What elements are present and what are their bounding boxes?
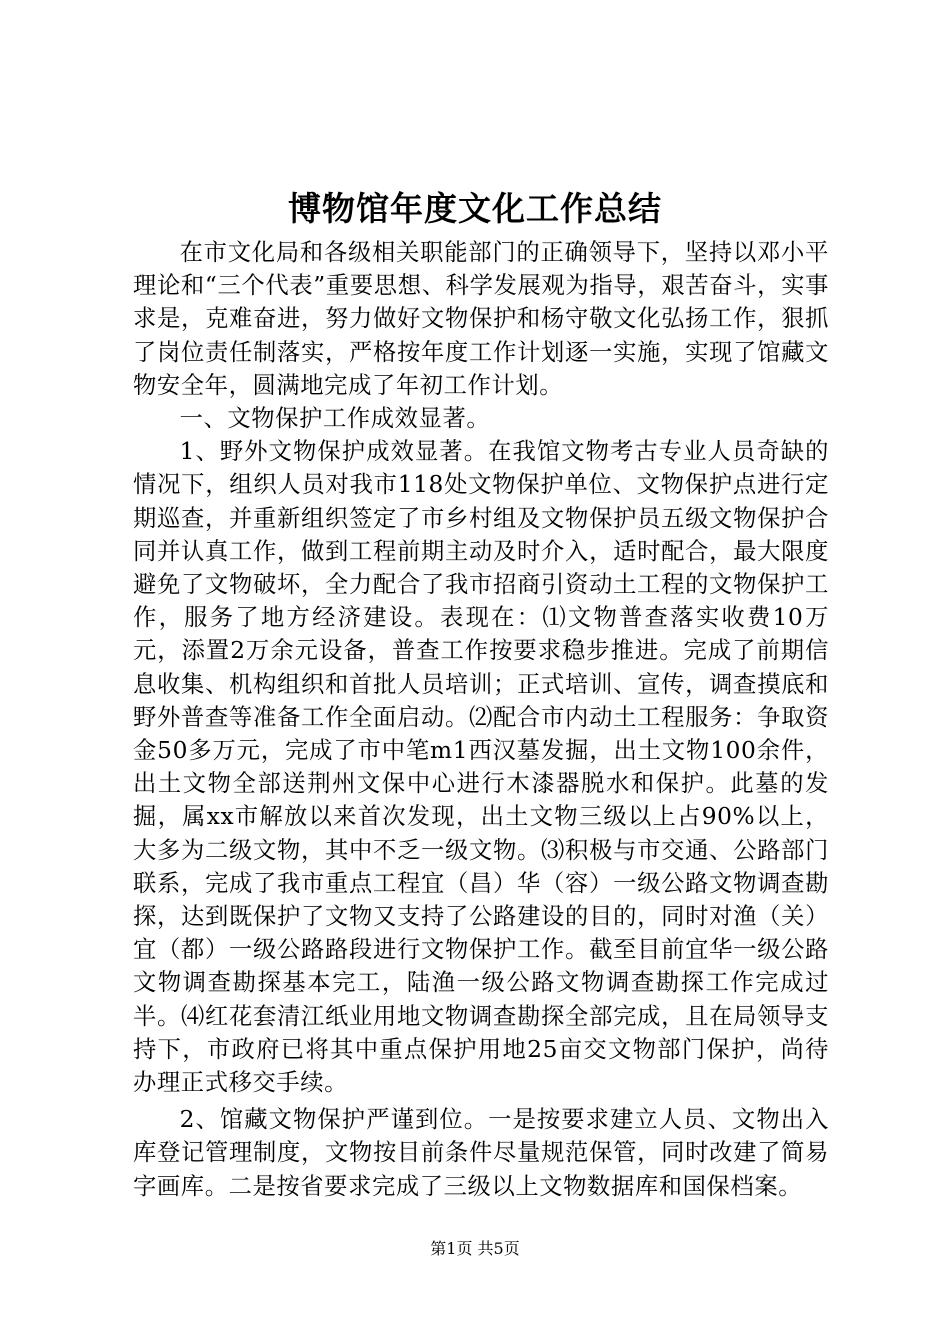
section-heading: 一、文物保护工作成效显著。 — [179, 405, 491, 433]
page-number-footer: 第1页 共5页 — [430, 1239, 520, 1258]
collection-protection-paragraph: 2、馆藏文物保护严谨到位。一是按要求建立人员、文物出入库登记管理制度，文物按目前条件尽量规范保管，同时改建了简易字画库。二是按省要求完成了三级以上文物数据库和国保档案。 — [133, 1106, 829, 1200]
document-body — [133, 236, 829, 1203]
field-protection-paragraph: 1、野外文物保护成效显著。在我馆文物考古专业人员奇缺的情况下，组织人员对我市118处文物保护单位、文物保护点进行定期巡查，并重新组织签定了市乡村组及文物保护员五级文物保护合同并认真工作，做到工程前期主动及时介入，适时配合，最大限度避免了文物破坏，全力配合了我市招商引资动土工程的文物保护工作，服务了地方经济建设。表现在：⑴文物普查落实收费10万元，添置2万余元设备，普查工作按要求稳步推进。完成了前期信息收集、机构组织和首批人员培训；正式培训、宣传，调查摸底和野外普查等准备工作全面启动。⑵配合市内动土工程服务：争取资金50多万元，完成了市中笔m1西汉墓发掘，出土文物100余件，出土文物全部送荆州文保中心进行木漆器脱水和保护。此墓的发掘，属xx市解放以来首次发现，出土文物三级以上占90%以上，大多为二级文物，其中不乏一级文物。⑶积极与市交通、公路部门联系，完成了我市重点工程宜（昌）华（容）一级公路文物调查勘探，达到既保护了文物又支持了公路建设的目的，同时对渔（关）宜（都）一级公路路段进行文物保护工作。截至目前宜华一级公路文物调查勘探基本完工，陆渔一级公路文物调查勘探工作完成过半。⑷红花套清江纸业用地文物调查勘探全部完成，且在局领导支持下，市政府已将其中重点保护用地25亩交文物部门保护，尚待办理正式移交手续。 — [133, 438, 829, 1097]
document-title: 博物馆年度文化工作总结 — [288, 189, 662, 228]
intro-paragraph: 在市文化局和各级相关职能部门的正确领导下，坚持以邓小平理论和“三个代表”重要思想、科学发展观为指导，艰苦奋斗，实事求是，克难奋进，努力做好文物保护和杨守敬文化弘扬工作，狠抓了岗位责任制落实，严格按年度工作计划逐一实施，实现了馆藏文物安全年，圆满地完成了年初工作计划。 — [133, 239, 829, 399]
